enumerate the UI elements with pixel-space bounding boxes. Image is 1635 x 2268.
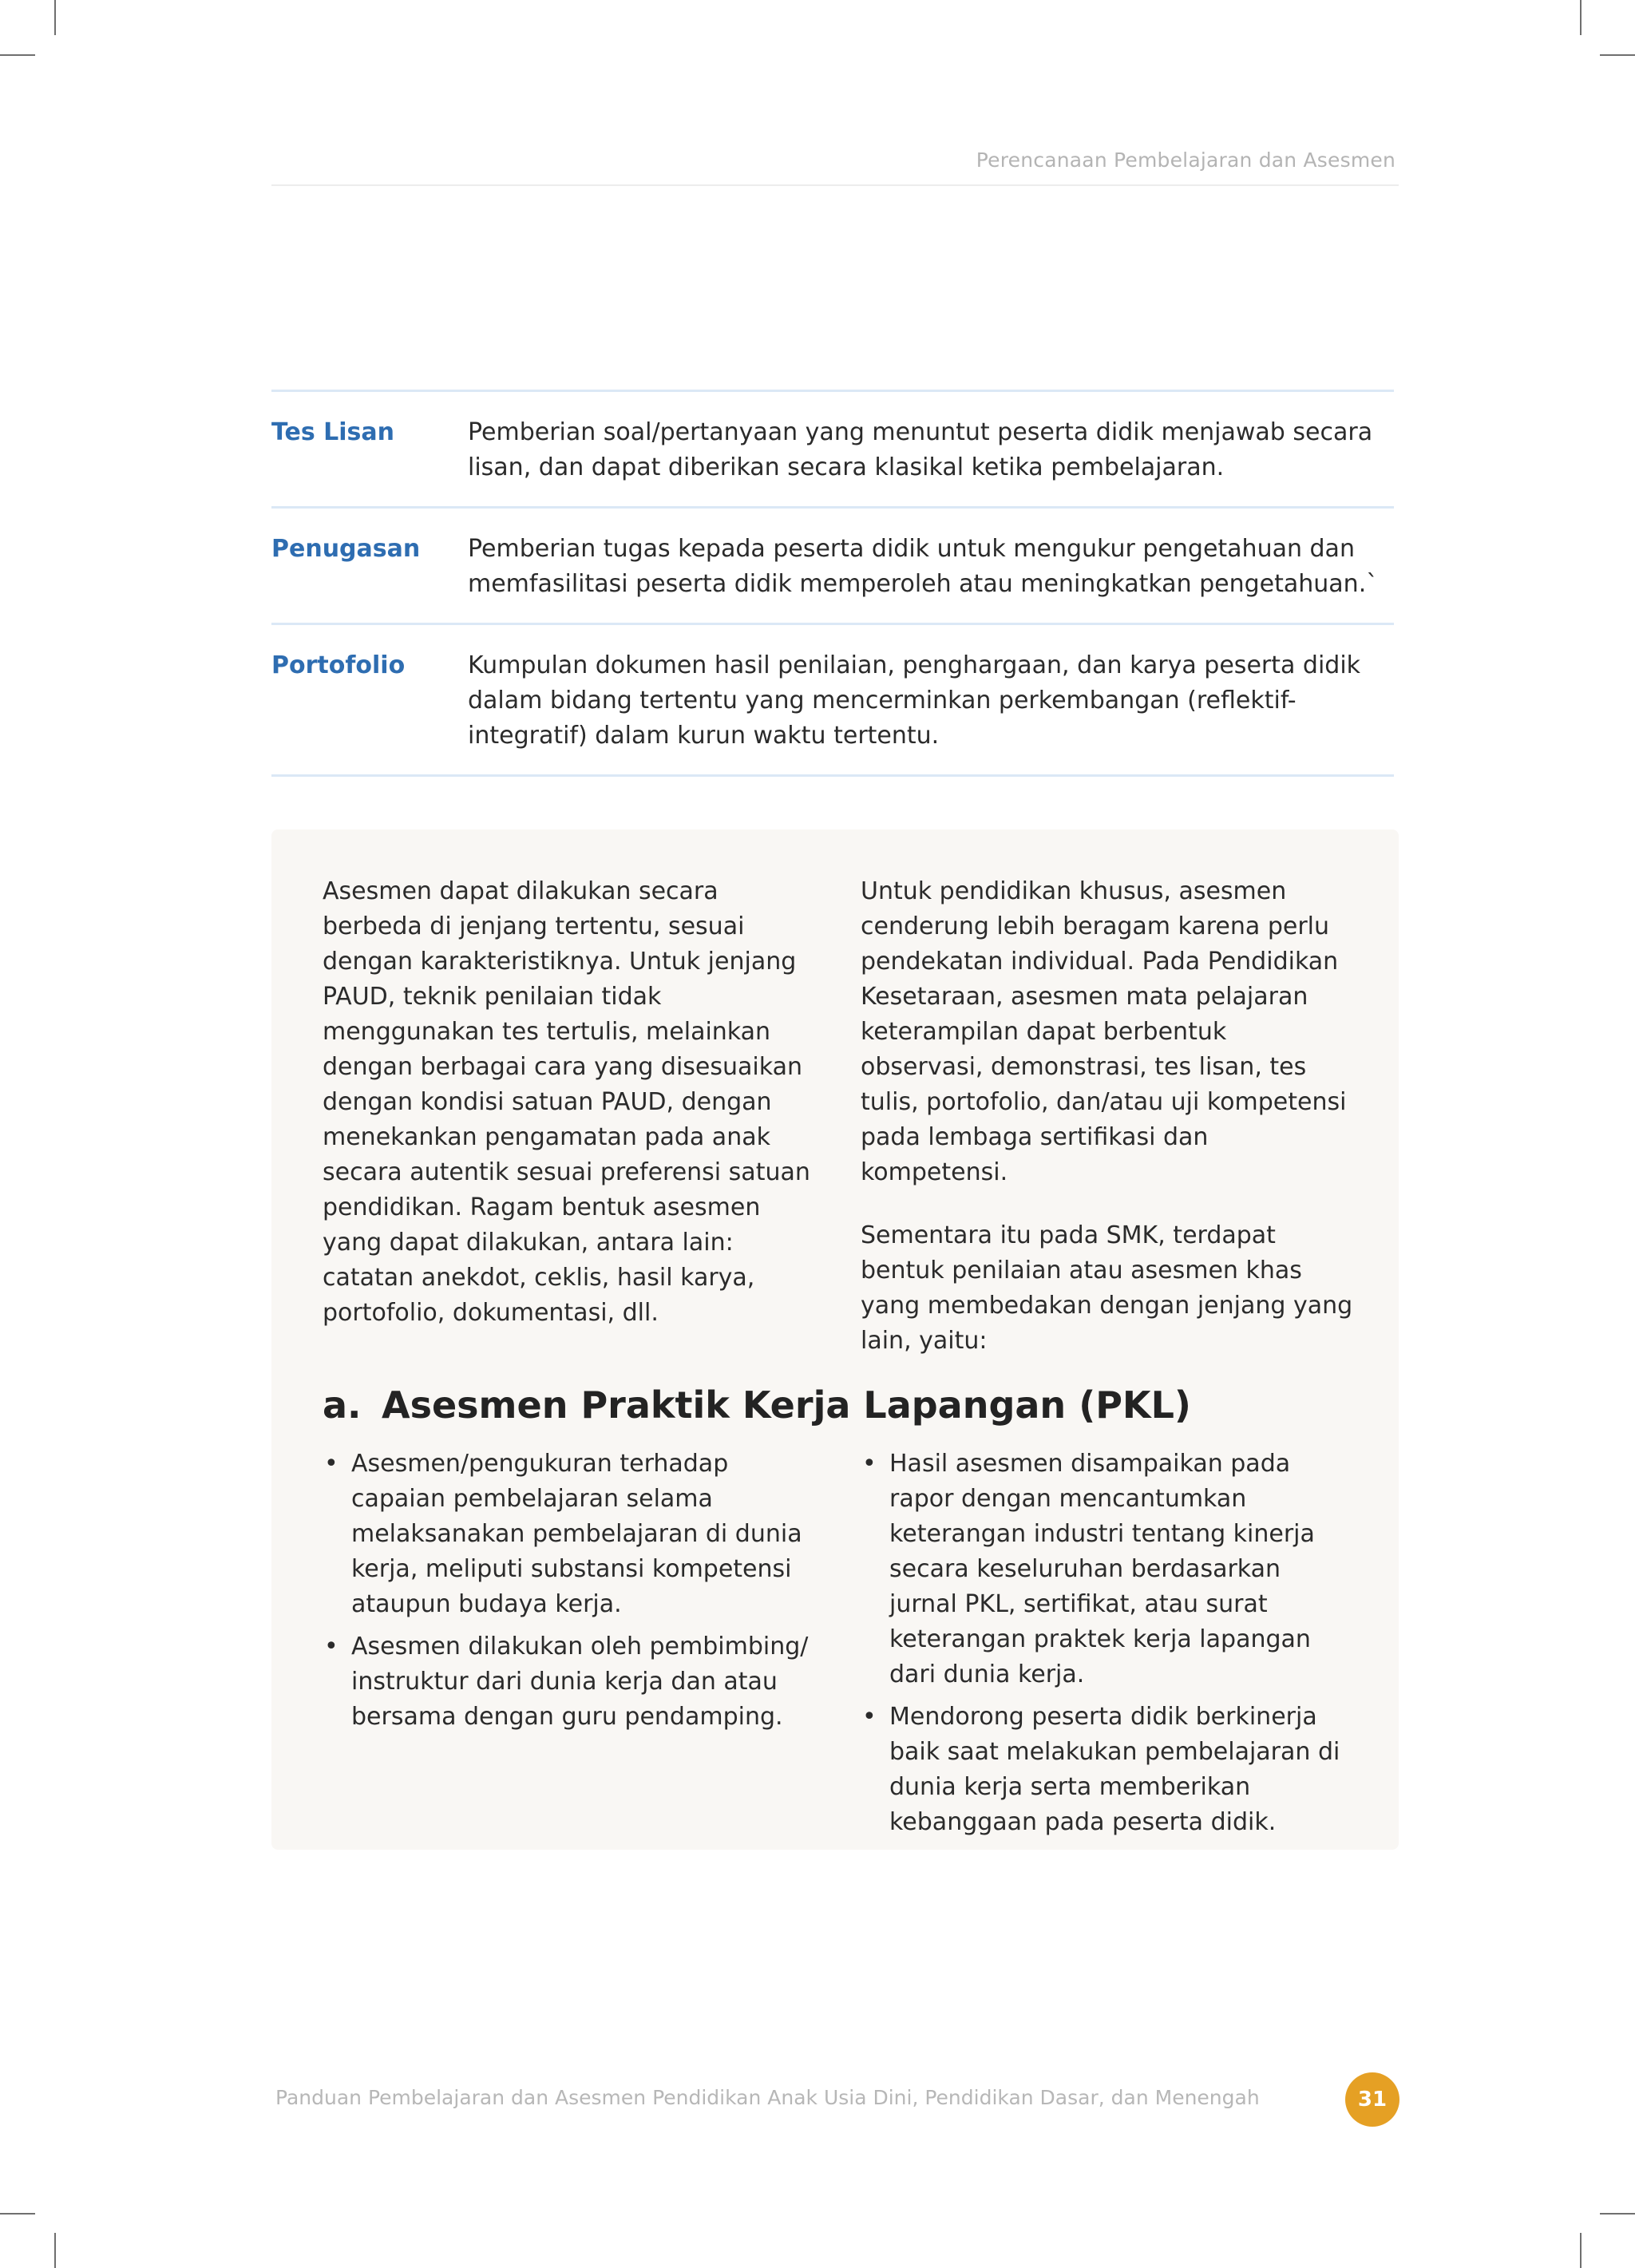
- definition-term: Tes Lisan: [271, 418, 394, 446]
- definition-description: Pemberian soal/pertanyaan yang menuntut peserta didik menjawab secara lisan, dan dapat diberikan secara klasikal ketika pembelajaran.: [468, 418, 1373, 481]
- box-right-column: [861, 874, 1356, 1387]
- list-item: [323, 1447, 818, 1622]
- definition-description: Kumpulan dokumen hasil penilaian, penghargaan, dan karya peserta didik dalam bidang tertentu yang mencerminkan perkembangan (reflektif-integratif) dalam kurun waktu tertentu.: [468, 651, 1361, 750]
- bullet-icon: •: [862, 1450, 877, 1478]
- running-header: Perencanaan Pembelajaran dan Asesmen: [976, 148, 1395, 172]
- definition-description: Pemberian tugas kepada peserta didik untuk mengukur pengetahuan dan memfasilitasi peserta didik memperoleh atau meningkatkan pengetahuan.`: [468, 535, 1379, 598]
- header-divider: [271, 184, 1399, 186]
- paud-paragraph: Asesmen dapat dilakukan secara berbeda di jenjang tertentu, sesuai dengan karakteristiknya. Untuk jenjang PAUD, teknik penilaian tidak menggunakan tes tertulis, melainkan dengan berbagai cara yang disesuaikan dengan kondisi satuan PAUD, dengan menekankan pengamatan pada anak secara autentik sesuai preferensi satuan pendidikan. Ragam bentuk asesmen yang dapat dilakukan, antara lain: catatan anekdot, ceklis, hasil karya, portofolio, dokumentasi, dll.: [323, 877, 810, 1327]
- smk-paragraph: Sementara itu pada SMK, terdapat bentuk penilaian atau asesmen khas yang membedakan dengan jenjang yang lain, yaitu:: [861, 1221, 1353, 1355]
- definition-row: [271, 623, 1394, 777]
- box-left-column: [323, 874, 818, 1359]
- definition-row: [271, 390, 1394, 506]
- special-education-paragraph: Untuk pendidikan khusus, asesmen cenderung lebih beragam karena perlu pendekatan individual. Pada Pendidikan Kesetaraan, asesmen mata pelajaran keterampilan dapat berbentuk observasi, demonstrasi, tes lisan, tes tulis, portofolio, dan/atau uji kompetensi pada lembaga sertifikasi dan kompetensi.: [861, 877, 1347, 1186]
- bullet-list-left: [323, 1447, 818, 1742]
- bullet-text: Asesmen/pengukuran terhadap capaian pembelajaran selama melaksanakan pembelajaran di dunia kerja, meliputi substansi kompetensi ataupun budaya kerja.: [351, 1450, 802, 1618]
- section-letter: a.: [323, 1383, 362, 1427]
- definition-term: Penugasan: [271, 535, 421, 563]
- bullet-icon: •: [324, 1633, 338, 1660]
- page-number-badge: 31: [1345, 2072, 1399, 2127]
- bullet-icon: •: [862, 1703, 877, 1731]
- crop-mark: [0, 2213, 35, 2215]
- bullet-icon: •: [324, 1450, 338, 1478]
- bullet-text: Hasil asesmen disampaikan pada rapor dengan mencantumkan keterangan industri tentang kinerja secara keseluruhan berdasarkan jurnal PKL, sertifikat, atau surat keterangan praktek kerja lapangan dari dunia kerja.: [889, 1450, 1315, 1688]
- bullet-text: Mendorong peserta didik berkinerja baik saat melakukan pembelajaran di dunia kerja serta memberikan kebanggaan pada peserta didik.: [889, 1703, 1340, 1836]
- bullet-list-right: [861, 1447, 1356, 1847]
- crop-mark: [54, 2233, 56, 2268]
- definition-term: Portofolio: [271, 651, 406, 679]
- crop-mark: [1580, 0, 1582, 35]
- definition-row: [271, 506, 1394, 623]
- list-item: [861, 1447, 1356, 1692]
- definition-table: [271, 390, 1394, 777]
- bullet-text: Asesmen dilakukan oleh pembimbing/ instruktur dari dunia kerja dan atau bersama dengan guru pendamping.: [351, 1633, 809, 1731]
- crop-mark: [1600, 2213, 1635, 2215]
- section-heading: [323, 1383, 1191, 1427]
- crop-mark: [0, 54, 35, 56]
- info-box: [271, 829, 1399, 1850]
- crop-mark: [1580, 2233, 1582, 2268]
- crop-mark: [1600, 54, 1635, 56]
- running-footer: Panduan Pembelajaran dan Asesmen Pendidikan Anak Usia Dini, Pendidikan Dasar, dan Menengah: [275, 2086, 1260, 2109]
- section-title: Asesmen Praktik Kerja Lapangan (PKL): [382, 1383, 1191, 1427]
- list-item: [861, 1700, 1356, 1840]
- list-item: [323, 1629, 818, 1735]
- crop-mark: [54, 0, 56, 35]
